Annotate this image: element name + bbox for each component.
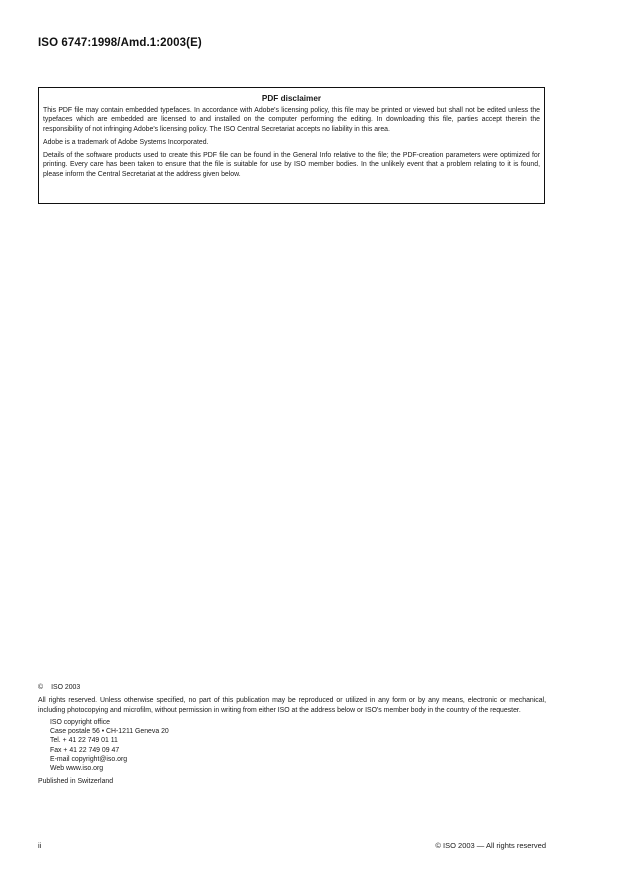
address-postal: Case postale 56 • CH-1211 Geneva 20 xyxy=(50,728,169,736)
address-tel: Tel. + 41 22 749 01 11 xyxy=(50,737,118,745)
footer-copyright-notice: © ISO 2003 — All rights reserved xyxy=(435,841,546,850)
address-email: E-mail copyright@iso.org xyxy=(50,756,128,764)
copyright-block xyxy=(38,683,546,786)
published-in: Published in Switzerland xyxy=(38,777,114,785)
copyright-heading xyxy=(38,683,546,692)
copyright-holder: ISO 2003 xyxy=(51,684,81,691)
pdf-disclaimer-box xyxy=(38,87,545,204)
disclaimer-paragraph-details: Details of the software products used to create this PDF file can be found in the General Info relative to the file; the PDF-creation parameters were optimized for printing. Every care has been taken to ensure that the file is suitable for use by ISO member bodies. In the unlikely event that a problem relating to it is found, please inform the Central Secretariat at the address given below. xyxy=(43,152,540,178)
document-id: ISO 6747:1998/Amd.1:2003(E) xyxy=(38,37,202,49)
address-office: ISO copyright office xyxy=(50,718,111,726)
address-fax: Fax + 41 22 749 09 47 xyxy=(50,746,120,754)
disclaimer-title: PDF disclaimer xyxy=(261,94,322,103)
rights-statement: All rights reserved. Unless otherwise specified, no part of this publication may be reproduced or utilized in any form or by any means, electronic or mechanical, including photocopying and microfilm, without permission in writing from either ISO at the address below or ISO's member body in the country of the requester. xyxy=(38,697,546,714)
disclaimer-paragraph-typefaces: This PDF file may contain embedded typefaces. In accordance with Adobe's licensing policy, this file may be printed or viewed but shall not be edited unless the typefaces which are embedded are licensed to and installed on the computer performing the editing. In downloading this file, parties accept therein the responsibility of not infringing Adobe's licensing policy. The ISO Central Secretariat accepts no liability in this area. xyxy=(43,107,540,133)
address-web: Web www.iso.org xyxy=(50,765,104,773)
disclaimer-paragraph-trademark: Adobe is a trademark of Adobe Systems Incorporated. xyxy=(43,138,209,146)
page-number: ii xyxy=(38,841,42,850)
copyright-office-address xyxy=(50,718,546,774)
copyright-icon: © xyxy=(38,684,44,691)
